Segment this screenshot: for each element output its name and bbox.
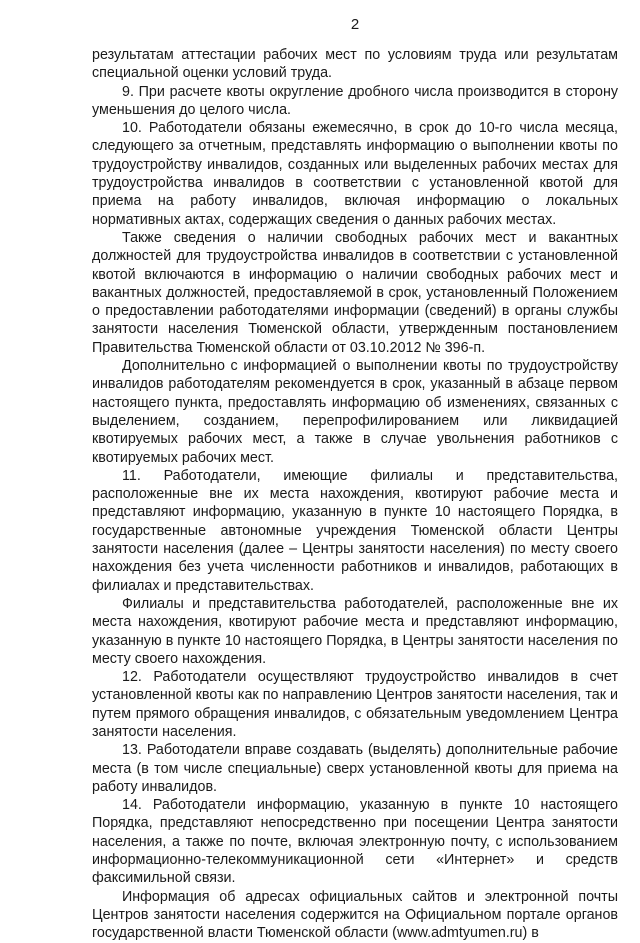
paragraph-item-14: 14. Работодатели информацию, указанную в пункте 10 настоящего Порядка, представляют непосредственно при посещении Центра занятости населения, а также по почте, включая электронную почту, с использованием информационно-телекоммуникационной сети «Интернет» и средств факсимильной связи. xyxy=(92,797,618,887)
paragraph-continuation: результатам аттестации рабочих мест по условиям труда или результатам специальной оценки условий труда. xyxy=(92,47,618,82)
paragraph-websites: Информация об адресах официальных сайтов и электронной почты Центров занятости населения содержится на Официальном портале органов государственной власти Тюменской области (www.admtyumen.ru) в xyxy=(92,888,618,942)
paragraph-item-10: 10. Работодатели обязаны ежемесячно, в срок до 10-го числа месяца, следующего за отчетным, представлять информацию о выполнении квоты по трудоустройству инвалидов, созданных или выделенных рабочих местах для трудоустройства инвалидов в соответствии с установленной квотой для приема на работу инвалидов, включая информацию о локальных нормативных актах, содержащих сведения о данных рабочих местах. xyxy=(92,120,618,228)
page-number: 2 xyxy=(350,16,360,33)
paragraph-item-11: 11. Работодатели, имеющие филиалы и представительства, расположенные вне их места нахождения, квотируют рабочие места и представляют информацию, указанную в пункте 10 настоящего Порядка, в государственные автономные учреждения Тюменской области Центры занятости населения (далее – Центры занятости населения) по месту своего нахождения без учета численности работников и инвалидов, работающих в филиалах и представительствах. xyxy=(92,467,618,594)
paragraph-item-12: 12. Работодатели осуществляют трудоустройство инвалидов в счет установленной квоты как по направлению Центров занятости населения, так и путем прямого обращения инвалидов, с обязательным уведомлением Центра занятости населения. xyxy=(92,669,618,740)
paragraph-item-9: 9. При расчете квоты округление дробного числа производится в сторону уменьшения до целого числа. xyxy=(92,83,618,118)
paragraph-branches: Филиалы и представительства работодателей, расположенные вне их места нахождения, квотируют рабочие места и представляют информацию, указанную в пункте 10 настоящего Порядка, в Центры занятости населения по месту своего нахождения. xyxy=(92,595,618,667)
paragraph-vacancy-info: Также сведения о наличии свободных рабочих мест и вакантных должностей для трудоустройства инвалидов в соответствии с установленной квотой включаются в информацию о наличии свободных рабочих мест и вакантных должностей, предоставляемой в срок, установленный Положением о предоставлении работодателями информации (сведений) в органы службы занятости населения Тюменской области, утвержденным постановлением Правительства Тюменской области от 03.10.2012 № 396-п. xyxy=(92,229,618,356)
paragraph-additional-info: Дополнительно с информацией о выполнении квоты по трудоустройству инвалидов работодателям рекомендуется в срок, указанный в абзаце первом настоящего пункта, предоставлять информацию об изменениях, связанных с выделением, созданием, перепрофилированием или ликвидацией квотируемых рабочих мест, а также в случае увольнения работников с квотируемых рабочих мест. xyxy=(92,358,618,466)
paragraph-item-13: 13. Работодатели вправе создавать (выделять) дополнительные рабочие места (в том числе специальные) сверх установленной квоты для приема на работу инвалидов. xyxy=(92,742,618,795)
